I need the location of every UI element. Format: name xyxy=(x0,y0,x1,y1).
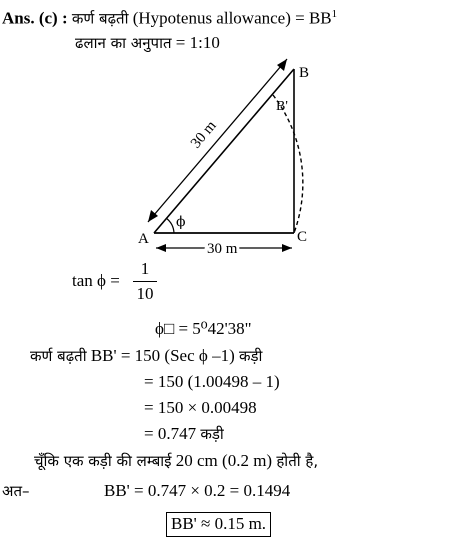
final-answer-box xyxy=(166,512,271,537)
tan-fraction xyxy=(133,259,157,304)
tan-denominator: 10 xyxy=(136,284,154,303)
hyp-length-label: 30 m xyxy=(187,118,220,152)
final-calculation: BB' = 0.747 × 0.2 = 0.1494 xyxy=(104,481,291,500)
dashed-arc xyxy=(273,95,303,233)
hyp-dimension-line xyxy=(148,59,287,222)
slope-hindi: ढलान का अनुपात xyxy=(75,34,172,52)
bb-unit-hindi: कड़ी xyxy=(239,347,263,365)
step-3 xyxy=(144,424,224,444)
angle-label: ϕ xyxy=(176,214,186,230)
step-2: = 150 × 0.00498 xyxy=(144,398,257,417)
step-3-value: = 0.747 xyxy=(144,424,197,443)
chain-value: 20 cm (0.2 m) xyxy=(175,451,273,470)
base-arrowhead-left xyxy=(156,244,166,252)
triangle-diagram xyxy=(130,55,330,260)
therefore-hindi: अत– xyxy=(2,482,30,500)
label-c: C xyxy=(297,229,308,245)
phi-value: ϕ□ = 5⁰42'38" xyxy=(155,319,252,338)
bb-expression-line xyxy=(30,346,262,366)
slope-value: = 1:10 xyxy=(175,33,220,52)
label-b-prime: B' xyxy=(276,99,288,114)
final-answer: BB' ≈ 0.15 m. xyxy=(171,514,267,533)
chain-hindi-a: चूँकि एक कड़ी की लम्बाई xyxy=(34,452,172,470)
answer-label: Ans. (c) : xyxy=(2,8,68,28)
chain-length-line xyxy=(34,451,318,471)
slope-line xyxy=(75,33,220,53)
chain-hindi-b: होती है, xyxy=(276,452,319,470)
tan-equation: tan ϕ = xyxy=(72,271,120,290)
label-a: A xyxy=(138,231,149,247)
label-b: B xyxy=(299,65,310,81)
topic-hindi: कर्ण बढ़ती xyxy=(71,9,129,28)
base-length-label: 30 m xyxy=(207,241,238,257)
topic-english: (Hypotenus allowance) = BB xyxy=(132,8,332,28)
step-1: = 150 (1.00498 – 1) xyxy=(144,372,280,391)
hypotenuse-line xyxy=(154,69,294,233)
angle-arc xyxy=(166,218,174,233)
tan-numerator: 1 xyxy=(133,259,157,282)
bb-label-hindi: कर्ण बढ़ती xyxy=(30,347,87,365)
bb-expression: BB' = 150 (Sec ϕ –1) xyxy=(90,346,235,365)
step-3-unit: कड़ी xyxy=(200,425,224,443)
base-arrowhead-right xyxy=(282,244,292,252)
topic-sup: 1 xyxy=(331,8,338,20)
header-line xyxy=(2,4,337,29)
